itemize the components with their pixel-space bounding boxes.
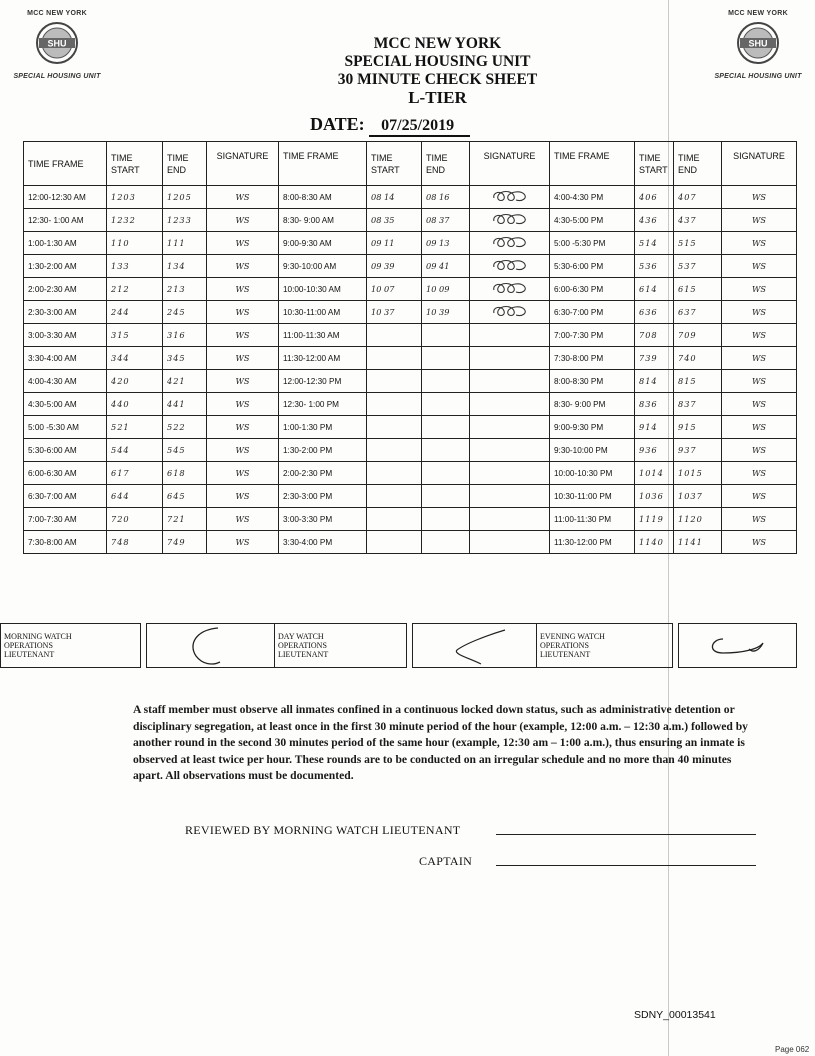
evening-time-frame-cell: 9:30-10:00 PM: [550, 439, 635, 462]
evening-signature-cell[interactable]: WS: [722, 393, 797, 416]
col-header-signature: SIGNATURE: [207, 142, 279, 186]
evening-time-end-cell[interactable]: 637: [674, 301, 722, 324]
bates-number: SDNY_00013541: [634, 1009, 716, 1021]
evening-time-frame-cell: 6:00-6:30 PM: [550, 278, 635, 301]
day-time-end-cell[interactable]: [422, 439, 470, 462]
title-line-4: L-TIER: [408, 88, 467, 107]
evening-time-start-cell[interactable]: 514: [635, 232, 674, 255]
day-time-end-cell[interactable]: [422, 416, 470, 439]
morning-time-start-cell[interactable]: 720: [107, 508, 163, 531]
date-line: [310, 114, 470, 137]
day-time-start-cell[interactable]: [367, 508, 422, 531]
signature-scribble-mark: [490, 211, 530, 227]
day-time-start-cell[interactable]: 09 39: [367, 255, 422, 278]
title-line-2: SPECIAL HOUSING UNIT: [344, 53, 531, 70]
day-signature-cell[interactable]: [470, 209, 550, 232]
evening-watch-line-3: LIEUTENANT: [540, 650, 591, 659]
morning-time-start-cell[interactable]: 133: [107, 255, 163, 278]
day-time-start-cell[interactable]: [367, 439, 422, 462]
day-signature-cell[interactable]: [470, 393, 550, 416]
morning-time-end-cell[interactable]: 618: [163, 462, 207, 485]
morning-time-end-cell[interactable]: 345: [163, 347, 207, 370]
col-header-time-start-day: TIME START: [367, 142, 422, 186]
col-header-signature-evening: SIGNATURE: [722, 142, 797, 186]
day-signature-cell[interactable]: [470, 301, 550, 324]
day-time-start-cell[interactable]: 08 14: [367, 186, 422, 209]
evening-time-end-cell[interactable]: 537: [674, 255, 722, 278]
evening-signature-cell[interactable]: WS: [722, 278, 797, 301]
day-time-frame-cell: 1:00-1:30 PM: [279, 416, 367, 439]
morning-signature-cell[interactable]: WS: [207, 255, 279, 278]
evening-watch-line-2: OPERATIONS: [540, 641, 589, 650]
evening-time-start-cell[interactable]: 1036: [635, 485, 674, 508]
page-number: Page 062: [775, 1045, 810, 1054]
morning-signature-cell[interactable]: WS: [207, 508, 279, 531]
day-time-end-cell[interactable]: [422, 370, 470, 393]
table-row: [24, 393, 797, 416]
col-header-time-frame: TIME FRAME: [24, 142, 107, 186]
morning-watch-line-3: LIEUTENANT: [4, 650, 55, 659]
col-header-time-end: TIME END: [163, 142, 207, 186]
day-time-start-cell[interactable]: [367, 370, 422, 393]
evening-signature-cell[interactable]: WS: [722, 462, 797, 485]
title-line-1: MCC NEW YORK: [373, 35, 502, 52]
reviewed-signature-line[interactable]: [496, 834, 756, 835]
day-time-start-cell[interactable]: [367, 462, 422, 485]
evening-time-end-cell[interactable]: 837: [674, 393, 722, 416]
evening-time-end-cell[interactable]: 615: [674, 278, 722, 301]
day-signature-cell[interactable]: [470, 186, 550, 209]
table-row: [24, 301, 797, 324]
evening-time-end-cell[interactable]: 1015: [674, 462, 722, 485]
table-row: [24, 278, 797, 301]
evening-watch-line-1: EVENING WATCH: [540, 632, 605, 641]
morning-watch-line-2: OPERATIONS: [4, 641, 53, 650]
morning-time-start-cell[interactable]: 644: [107, 485, 163, 508]
day-watch-line-2: OPERATIONS: [278, 641, 327, 650]
morning-signature-cell[interactable]: WS: [207, 439, 279, 462]
morning-signature-cell[interactable]: WS: [207, 462, 279, 485]
morning-time-start-cell[interactable]: 212: [107, 278, 163, 301]
evening-time-end-cell[interactable]: 740: [674, 347, 722, 370]
morning-signature-cell[interactable]: WS: [207, 324, 279, 347]
evening-time-frame-cell: 8:30- 9:00 PM: [550, 393, 635, 416]
signature-scribble-mark: [490, 188, 530, 204]
morning-time-end-cell[interactable]: 545: [163, 439, 207, 462]
seal-text: SHU: [47, 38, 67, 49]
table-row: [24, 324, 797, 347]
evening-time-start-cell[interactable]: 739: [635, 347, 674, 370]
shu-seal-icon: [736, 21, 780, 65]
morning-time-frame-cell: 5:00 -5:30 AM: [24, 416, 107, 439]
evening-time-start-cell[interactable]: 536: [635, 255, 674, 278]
logo-right-bottom-text: SPECIAL HOUSING UNIT: [714, 73, 802, 80]
captain-signature-line[interactable]: [496, 865, 756, 866]
morning-time-end-cell[interactable]: 316: [163, 324, 207, 347]
day-time-start-cell[interactable]: [367, 324, 422, 347]
day-signature-cell[interactable]: [470, 278, 550, 301]
morning-time-start-cell[interactable]: 244: [107, 301, 163, 324]
day-signature-cell[interactable]: [470, 370, 550, 393]
evening-signature-cell[interactable]: WS: [722, 347, 797, 370]
day-watch-line-1: DAY WATCH: [278, 632, 324, 641]
evening-time-start-cell[interactable]: 406: [635, 186, 674, 209]
logo-right-top-text: MCC NEW YORK: [728, 10, 788, 17]
table-row: [24, 485, 797, 508]
evening-time-frame-cell: 6:30-7:00 PM: [550, 301, 635, 324]
evening-time-end-cell[interactable]: 437: [674, 209, 722, 232]
evening-signature-cell[interactable]: WS: [722, 370, 797, 393]
date-value: 07/25/2019: [369, 117, 470, 137]
evening-time-start-cell[interactable]: 914: [635, 416, 674, 439]
evening-time-start-cell[interactable]: 1140: [635, 531, 674, 554]
day-time-frame-cell: 11:00-11:30 AM: [279, 324, 367, 347]
day-watch-line-3: LIEUTENANT: [278, 650, 329, 659]
day-time-frame-cell: 11:30-12:00 AM: [279, 347, 367, 370]
morning-time-frame-cell: 7:30-8:00 AM: [24, 531, 107, 554]
day-time-end-cell[interactable]: [422, 462, 470, 485]
signature-scribble-mark: [490, 234, 530, 250]
reviewed-by-label: REVIEWED BY MORNING WATCH LIEUTENANT: [185, 823, 461, 837]
col-header-time-start-evening: TIME START: [635, 142, 674, 186]
morning-time-end-cell[interactable]: 213: [163, 278, 207, 301]
table-row: [24, 508, 797, 531]
evening-time-frame-cell: 10:00-10:30 PM: [550, 462, 635, 485]
evening-time-end-cell[interactable]: 1120: [674, 508, 722, 531]
evening-time-end-cell[interactable]: 815: [674, 370, 722, 393]
morning-watch-signature-box: [147, 624, 275, 668]
day-time-start-cell[interactable]: 08 35: [367, 209, 422, 232]
day-time-frame-cell: 10:30-11:00 AM: [279, 301, 367, 324]
evening-time-frame-cell: 11:00-11:30 PM: [550, 508, 635, 531]
day-time-start-cell[interactable]: [367, 531, 422, 554]
morning-lieutenant-signature-mark: [166, 626, 256, 666]
day-watch-label: [275, 624, 407, 668]
day-time-frame-cell: 3:00-3:30 PM: [279, 508, 367, 531]
morning-time-end-cell[interactable]: 111: [163, 232, 207, 255]
evening-signature-cell[interactable]: WS: [722, 531, 797, 554]
evening-time-frame-cell: 5:30-6:00 PM: [550, 255, 635, 278]
evening-watch-label: [537, 624, 673, 668]
day-time-start-cell[interactable]: [367, 393, 422, 416]
evening-signature-cell[interactable]: WS: [722, 508, 797, 531]
morning-time-frame-cell: 2:30-3:00 AM: [24, 301, 107, 324]
evening-signature-cell[interactable]: WS: [722, 324, 797, 347]
morning-time-start-cell[interactable]: 315: [107, 324, 163, 347]
evening-time-frame-cell: 7:30-8:00 PM: [550, 347, 635, 370]
morning-signature-cell[interactable]: WS: [207, 186, 279, 209]
logo-right: [703, 10, 813, 80]
document-title: [235, 35, 640, 107]
day-signature-cell[interactable]: [470, 485, 550, 508]
evening-time-start-cell[interactable]: 436: [635, 209, 674, 232]
morning-signature-cell[interactable]: WS: [207, 416, 279, 439]
morning-watch-label: [1, 624, 141, 668]
morning-time-start-cell[interactable]: 344: [107, 347, 163, 370]
day-time-end-cell[interactable]: 10 09: [422, 278, 470, 301]
morning-time-end-cell[interactable]: 721: [163, 508, 207, 531]
evening-time-start-cell[interactable]: 1119: [635, 508, 674, 531]
morning-time-start-cell[interactable]: 521: [107, 416, 163, 439]
col-header-time-frame-evening: TIME FRAME: [550, 142, 635, 186]
day-time-end-cell[interactable]: [422, 347, 470, 370]
morning-time-frame-cell: 3:30-4:00 AM: [24, 347, 107, 370]
evening-watch-signature-box: [679, 624, 797, 668]
morning-time-end-cell[interactable]: 441: [163, 393, 207, 416]
day-time-frame-cell: 9:30-10:00 AM: [279, 255, 367, 278]
day-time-start-cell[interactable]: [367, 416, 422, 439]
evening-time-frame-cell: 4:30-5:00 PM: [550, 209, 635, 232]
table-row: [24, 462, 797, 485]
day-signature-cell[interactable]: [470, 462, 550, 485]
morning-time-frame-cell: 6:00-6:30 AM: [24, 462, 107, 485]
day-time-end-cell[interactable]: 08 16: [422, 186, 470, 209]
morning-time-frame-cell: 3:00-3:30 AM: [24, 324, 107, 347]
day-signature-cell[interactable]: [470, 508, 550, 531]
day-time-frame-cell: 10:00-10:30 AM: [279, 278, 367, 301]
evening-lieutenant-signature-mark: [693, 631, 783, 661]
day-time-frame-cell: 2:30-3:00 PM: [279, 485, 367, 508]
logo-left-bottom-text: SPECIAL HOUSING UNIT: [13, 73, 101, 80]
signature-scribble-mark: [490, 280, 530, 296]
morning-time-frame-cell: 1:00-1:30 AM: [24, 232, 107, 255]
day-time-start-cell[interactable]: 10 37: [367, 301, 422, 324]
evening-time-frame-cell: 8:00-8:30 PM: [550, 370, 635, 393]
evening-signature-cell[interactable]: WS: [722, 209, 797, 232]
morning-time-frame-cell: 4:30-5:00 AM: [24, 393, 107, 416]
day-time-end-cell[interactable]: [422, 324, 470, 347]
day-time-frame-cell: 9:00-9:30 AM: [279, 232, 367, 255]
evening-time-start-cell[interactable]: 614: [635, 278, 674, 301]
table-row: [24, 370, 797, 393]
day-time-start-cell[interactable]: [367, 485, 422, 508]
check-sheet-body: [24, 186, 797, 554]
morning-signature-cell[interactable]: WS: [207, 278, 279, 301]
day-lieutenant-signature-mark: [425, 626, 525, 666]
evening-signature-cell[interactable]: WS: [722, 485, 797, 508]
morning-time-frame-cell: 1:30-2:00 AM: [24, 255, 107, 278]
col-header-time-end-day: TIME END: [422, 142, 470, 186]
morning-time-start-cell[interactable]: 110: [107, 232, 163, 255]
table-header-row: [24, 142, 797, 186]
morning-time-start-cell[interactable]: 440: [107, 393, 163, 416]
evening-time-frame-cell: 7:00-7:30 PM: [550, 324, 635, 347]
morning-signature-cell[interactable]: WS: [207, 232, 279, 255]
captain-label: CAPTAIN: [419, 854, 473, 868]
col-header-time-start: TIME START: [107, 142, 163, 186]
day-signature-cell[interactable]: [470, 531, 550, 554]
day-time-frame-cell: 8:30- 9:00 AM: [279, 209, 367, 232]
table-row: [24, 209, 797, 232]
evening-time-frame-cell: 10:30-11:00 PM: [550, 485, 635, 508]
evening-time-start-cell[interactable]: 708: [635, 324, 674, 347]
day-time-end-cell[interactable]: 10 39: [422, 301, 470, 324]
col-header-time-end-evening: TIME END: [674, 142, 722, 186]
day-signature-cell[interactable]: [470, 347, 550, 370]
morning-time-frame-cell: 4:00-4:30 AM: [24, 370, 107, 393]
table-row: [24, 439, 797, 462]
morning-signature-cell[interactable]: WS: [207, 209, 279, 232]
morning-time-frame-cell: 12:30- 1:00 AM: [24, 209, 107, 232]
day-signature-cell[interactable]: [470, 232, 550, 255]
morning-time-start-cell[interactable]: 748: [107, 531, 163, 554]
evening-signature-cell[interactable]: WS: [722, 301, 797, 324]
shu-seal-icon: [35, 21, 79, 65]
evening-signature-cell[interactable]: WS: [722, 416, 797, 439]
day-time-frame-cell: 12:30- 1:00 PM: [279, 393, 367, 416]
morning-time-start-cell[interactable]: 617: [107, 462, 163, 485]
morning-time-frame-cell: 7:00-7:30 AM: [24, 508, 107, 531]
evening-time-frame-cell: 9:00-9:30 PM: [550, 416, 635, 439]
col-header-signature-day: SIGNATURE: [470, 142, 550, 186]
day-watch-signature-box: [413, 624, 537, 668]
table-row: [24, 531, 797, 554]
day-time-end-cell[interactable]: [422, 485, 470, 508]
evening-signature-cell[interactable]: WS: [722, 439, 797, 462]
morning-time-end-cell[interactable]: 645: [163, 485, 207, 508]
morning-time-end-cell[interactable]: 245: [163, 301, 207, 324]
table-row: [24, 416, 797, 439]
date-label: DATE:: [310, 114, 365, 134]
col-header-time-frame-day: TIME FRAME: [279, 142, 367, 186]
day-time-end-cell[interactable]: 09 41: [422, 255, 470, 278]
day-time-end-cell[interactable]: [422, 393, 470, 416]
morning-signature-cell[interactable]: WS: [207, 531, 279, 554]
morning-signature-cell[interactable]: WS: [207, 485, 279, 508]
evening-time-frame-cell: 11:30-12:00 PM: [550, 531, 635, 554]
day-signature-cell[interactable]: [470, 416, 550, 439]
evening-time-start-cell[interactable]: 1014: [635, 462, 674, 485]
evening-time-start-cell[interactable]: 636: [635, 301, 674, 324]
evening-time-frame-cell: 4:00-4:30 PM: [550, 186, 635, 209]
morning-signature-cell[interactable]: WS: [207, 370, 279, 393]
morning-time-frame-cell: 12:00-12:30 AM: [24, 186, 107, 209]
day-time-frame-cell: 1:30-2:00 PM: [279, 439, 367, 462]
day-signature-cell[interactable]: [470, 439, 550, 462]
evening-signature-cell[interactable]: WS: [722, 255, 797, 278]
evening-time-start-cell[interactable]: 814: [635, 370, 674, 393]
morning-time-frame-cell: 2:00-2:30 AM: [24, 278, 107, 301]
evening-time-end-cell[interactable]: 1037: [674, 485, 722, 508]
morning-time-end-cell[interactable]: 749: [163, 531, 207, 554]
day-time-end-cell[interactable]: 09 13: [422, 232, 470, 255]
day-signature-cell[interactable]: [470, 324, 550, 347]
day-time-end-cell[interactable]: [422, 531, 470, 554]
logo-left-top-text: MCC NEW YORK: [27, 10, 87, 17]
morning-time-start-cell[interactable]: 1203: [107, 186, 163, 209]
signature-scribble-mark: [490, 303, 530, 319]
day-time-start-cell[interactable]: 10 07: [367, 278, 422, 301]
title-line-3: 30 MINUTE CHECK SHEET: [337, 71, 538, 88]
day-time-start-cell[interactable]: 09 11: [367, 232, 422, 255]
check-sheet-table: [23, 141, 797, 554]
evening-time-end-cell[interactable]: 915: [674, 416, 722, 439]
day-time-frame-cell: 3:30-4:00 PM: [279, 531, 367, 554]
morning-time-end-cell[interactable]: 1233: [163, 209, 207, 232]
evening-time-end-cell[interactable]: 1141: [674, 531, 722, 554]
table-row: [24, 232, 797, 255]
morning-time-end-cell[interactable]: 134: [163, 255, 207, 278]
day-time-end-cell[interactable]: [422, 508, 470, 531]
morning-signature-cell[interactable]: WS: [207, 393, 279, 416]
morning-time-end-cell[interactable]: 1205: [163, 186, 207, 209]
morning-time-frame-cell: 5:30-6:00 AM: [24, 439, 107, 462]
day-time-frame-cell: 8:00-8:30 AM: [279, 186, 367, 209]
table-row: [24, 347, 797, 370]
day-time-frame-cell: 2:00-2:30 PM: [279, 462, 367, 485]
table-row: [24, 255, 797, 278]
evening-time-end-cell[interactable]: 515: [674, 232, 722, 255]
day-time-start-cell[interactable]: [367, 347, 422, 370]
evening-time-start-cell[interactable]: 936: [635, 439, 674, 462]
morning-signature-cell[interactable]: WS: [207, 301, 279, 324]
morning-time-end-cell[interactable]: 522: [163, 416, 207, 439]
watch-row: [1, 624, 797, 668]
morning-watch-line-1: MORNING WATCH: [4, 632, 72, 641]
policy-paragraph: A staff member must observe all inmates confined in a continuous locked down status, such as administrative detention or disciplinary segregation, at least once in the first 30 minute period of the hour (example, 12:00 a.m. – 12:30 a.m.) followed by another round in the second 30 minutes period of the same hour (example, 12:30 am – 1:00 a.m.), thus ensuring an inmate is observed at least twice per hour. These rounds are to be conducted on an irregular schedule and no more than 40 minutes apart. All observations must be documented.: [133, 703, 748, 783]
morning-time-frame-cell: 6:30-7:00 AM: [24, 485, 107, 508]
morning-time-start-cell[interactable]: 420: [107, 370, 163, 393]
evening-signature-cell[interactable]: WS: [722, 186, 797, 209]
evening-signature-cell[interactable]: WS: [722, 232, 797, 255]
day-signature-cell[interactable]: [470, 255, 550, 278]
watch-signature-table: [0, 623, 797, 668]
signature-scribble-mark: [490, 257, 530, 273]
day-time-end-cell[interactable]: 08 37: [422, 209, 470, 232]
morning-time-end-cell[interactable]: 421: [163, 370, 207, 393]
evening-time-end-cell[interactable]: 709: [674, 324, 722, 347]
morning-time-start-cell[interactable]: 1232: [107, 209, 163, 232]
evening-time-frame-cell: 5:00 -5:30 PM: [550, 232, 635, 255]
seal-text: SHU: [748, 38, 768, 49]
table-row: [24, 186, 797, 209]
logo-left: [2, 10, 112, 80]
evening-time-end-cell[interactable]: 407: [674, 186, 722, 209]
day-time-frame-cell: 12:00-12:30 PM: [279, 370, 367, 393]
morning-signature-cell[interactable]: WS: [207, 347, 279, 370]
morning-time-start-cell[interactable]: 544: [107, 439, 163, 462]
evening-time-start-cell[interactable]: 836: [635, 393, 674, 416]
evening-time-end-cell[interactable]: 937: [674, 439, 722, 462]
